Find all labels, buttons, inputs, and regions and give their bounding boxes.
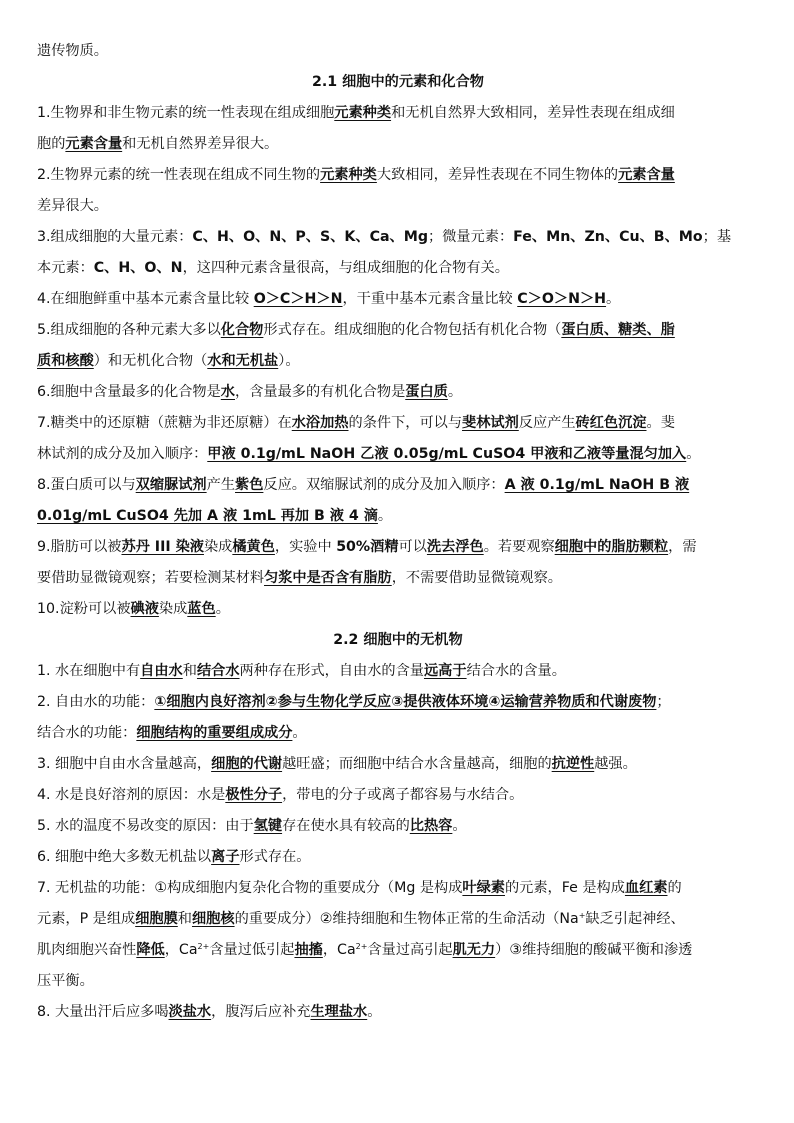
text-run: 9.脂肪可以被 (37, 539, 122, 555)
bold-text: 50%酒精 (336, 539, 399, 555)
text-run: 1.生物界和非生物元素的统一性表现在组成细胞 (37, 105, 335, 121)
text-run: 。 (377, 508, 393, 524)
text-line (37, 842, 759, 873)
text-line (37, 315, 759, 346)
key-term: 水 (220, 384, 235, 400)
text-line (37, 36, 759, 67)
text-run: ，腹泻后应补充 (211, 1004, 311, 1020)
text-run: ；基 (702, 229, 732, 245)
text-run: 反应产生 (518, 415, 576, 431)
bold-text: Fe、Mn、Zn、Cu、B、Mo (513, 229, 703, 245)
text-line (37, 160, 759, 191)
text-run: 。 (452, 818, 467, 834)
text-run: 遗传物质。 (37, 43, 108, 59)
text-line (37, 377, 759, 408)
text-run: 。 (367, 1004, 382, 1020)
text-run: ，带电的分子或离子都容易与水结合。 (282, 787, 524, 803)
key-term: 0.01g/mL CuSO4 先加 A 液 1mL 再加 B 液 4 滴 (37, 508, 378, 524)
key-term: ①细胞内良好溶剂②参与生物化学反应③提供液体环境④运输营养物质和代谢废物 (154, 694, 657, 710)
text-run: 1. 水在细胞中有 (37, 663, 141, 679)
text-line (37, 780, 759, 811)
bold-text: C、H、O、N、P、S、K、Ca、Mg (192, 229, 429, 245)
key-term: 氢键 (253, 818, 283, 834)
key-term: 匀浆中是否含有脂肪 (264, 570, 392, 586)
text-run: 越强。 (594, 756, 637, 772)
text-run: 。 (686, 446, 701, 462)
key-term: C＞O＞N＞H (517, 291, 607, 307)
text-line (37, 966, 759, 997)
text-run: ）。 (278, 353, 300, 369)
text-run: 大致相同，差异性表现在不同生物体的 (376, 167, 619, 183)
text-run: 形式存在。 (239, 849, 311, 865)
text-line (37, 439, 759, 470)
text-run: 的 (667, 880, 682, 896)
text-run: 2.1 细胞中的元素和化合物 (312, 74, 484, 90)
text-line (37, 687, 759, 718)
text-run: 2. 自由水的功能： (37, 694, 155, 710)
text-run: ）和无机化合物（ (93, 353, 208, 369)
key-term: 细胞膜 (135, 911, 178, 927)
text-line (37, 253, 759, 284)
key-term: 元素种类 (320, 167, 377, 183)
key-term: 自由水 (140, 663, 183, 679)
text-run: 3. 细胞中自由水含量越高， (37, 756, 212, 772)
text-run: 2.2 细胞中的无机物 (333, 632, 463, 648)
text-run: 和 (177, 911, 192, 927)
text-run: 两种存在形式，自由水的含量 (239, 663, 424, 679)
text-run: 本元素： (37, 260, 94, 276)
text-run: ，实验中 (274, 539, 337, 555)
text-run: 6. 细胞中绝大多数无机盐以 (37, 849, 212, 865)
text-line (37, 904, 759, 935)
text-run: 林试剂的成分及加入顺序： (37, 446, 208, 462)
key-term: 细胞结构的重要组成成分 (136, 725, 293, 741)
superscript: 2+ (197, 942, 210, 951)
key-term: 结合水 (196, 663, 240, 679)
text-run: 染成 (203, 539, 233, 555)
text-line (37, 470, 759, 501)
text-line (37, 935, 759, 966)
key-term: 降低 (136, 942, 165, 958)
text-run: 5.组成细胞的各种元素大多以 (37, 322, 221, 338)
key-term: 离子 (211, 849, 240, 865)
text-run: 5. 水的温度不易改变的原因：由于 (37, 818, 254, 834)
key-term: 淡盐水 (168, 1004, 212, 1020)
key-term: 细胞的代谢 (211, 756, 283, 772)
text-run: 。 (606, 291, 621, 307)
text-run: ，不需要借助显微镜观察。 (391, 570, 562, 586)
text-line (37, 284, 759, 315)
text-line (37, 656, 759, 687)
text-run: ； (656, 694, 671, 710)
text-line (37, 563, 759, 594)
text-run: 差异很大。 (37, 198, 108, 214)
text-run: 压平衡。 (37, 973, 94, 989)
text-run: 7.糖类中的还原糖（蔗糖为非还原糖）在 (37, 415, 292, 431)
text-line (37, 873, 759, 904)
text-run: 的条件下，可以与 (348, 415, 463, 431)
key-term: 细胞中的脂肪颗粒 (554, 539, 669, 555)
text-run: ，含量最多的有机化合物是 (235, 384, 406, 400)
text-run: ，干重中基本元素含量比较 (342, 291, 518, 307)
key-term: 叶绿素 (462, 880, 505, 896)
text-line (37, 749, 759, 780)
key-term: 斐林试剂 (462, 415, 519, 431)
text-run: ，Ca (164, 942, 198, 958)
text-run: 要借助显微镜观察；若要检测某材料 (37, 570, 265, 586)
text-run: 和无机自然界差异很大。 (122, 136, 279, 152)
text-run: 结合水的含量。 (466, 663, 566, 679)
key-term: 水浴加热 (291, 415, 349, 431)
text-line (37, 346, 759, 377)
text-line (37, 501, 759, 532)
key-term: 化合物 (220, 322, 264, 338)
text-run: 7. 无机盐的功能：①构成细胞内复杂化合物的重要成分（Mg 是构成 (37, 880, 463, 896)
key-term: A 液 0.1g/mL NaOH B 液 (504, 477, 690, 493)
text-run: 结合水的功能： (37, 725, 137, 741)
text-run: 形式存在。组成细胞的化合物包括有机化合物（ (263, 322, 562, 338)
text-line (37, 718, 759, 749)
text-run: 和无机自然界大致相同，差异性表现在组成细 (391, 105, 675, 121)
key-term: 元素含量 (618, 167, 675, 183)
text-run: 。 (215, 601, 230, 617)
bold-text: C、H、O、N (93, 260, 183, 276)
text-line (37, 129, 759, 160)
key-term: 碘液 (130, 601, 159, 617)
text-run: ，这四种元素含量很高，与组成细胞的化合物有关。 (182, 260, 509, 276)
key-term: 抽搐 (294, 942, 323, 958)
text-run: 染成 (158, 601, 188, 617)
text-run: 4.在细胞鲜重中基本元素含量比较 (37, 291, 254, 307)
text-run: 含量过低引起 (209, 942, 295, 958)
text-run: 4. 水是良好溶剂的原因：水是 (37, 787, 226, 803)
key-term: 蛋白质 (405, 384, 448, 400)
key-term: 极性分子 (225, 787, 283, 803)
text-line (37, 532, 759, 563)
text-line (37, 191, 759, 222)
key-term: 远高于 (423, 663, 467, 679)
text-run: 3.组成细胞的大量元素： (37, 229, 193, 245)
text-line (37, 222, 759, 253)
text-run: 反应。双缩脲试剂的成分及加入顺序： (263, 477, 505, 493)
text-run: 元素，P 是组成 (37, 911, 136, 927)
key-term: 血红素 (624, 880, 668, 896)
section-heading (37, 625, 759, 656)
text-run: 10.淀粉可以被 (37, 601, 131, 617)
key-term: 紫色 (235, 477, 264, 493)
text-run: 可以 (398, 539, 427, 555)
text-run: 和 (182, 663, 197, 679)
key-term: 抗逆性 (551, 756, 595, 772)
key-term: 砖红色沉淀 (575, 415, 647, 431)
key-term: 比热容 (409, 818, 453, 834)
key-term: 生理盐水 (310, 1004, 368, 1020)
key-term: 肌无力 (452, 942, 496, 958)
text-run: 越旺盛；而细胞中结合水含量越高，细胞的 (282, 756, 552, 772)
text-run: 含量过高引起 (367, 942, 453, 958)
key-term: 元素种类 (334, 105, 392, 121)
key-term: 质和核酸 (37, 353, 94, 369)
section-heading (37, 67, 759, 98)
text-line (37, 408, 759, 439)
text-run: ，需 (668, 539, 697, 555)
text-run: 。 (447, 384, 463, 400)
text-line (37, 997, 759, 1028)
text-run: 胞的 (37, 136, 66, 152)
text-line (37, 811, 759, 842)
key-term: 蛋白质、糖类、脂 (561, 322, 675, 338)
text-run: 8.蛋白质可以与 (37, 477, 136, 493)
text-run: 。若要观察 (483, 539, 555, 555)
key-term: 细胞核 (191, 911, 235, 927)
text-run: 2.生物界元素的统一性表现在组成不同生物的 (37, 167, 321, 183)
key-term: 元素含量 (65, 136, 123, 152)
text-run: ；微量元素： (428, 229, 514, 245)
text-run: ，Ca (322, 942, 356, 958)
text-run: 存在使水具有较高的 (282, 818, 410, 834)
text-run: ）③维持细胞的酸碱平衡和渗透 (495, 942, 693, 958)
key-term: 苏丹 III 染液 (121, 539, 204, 555)
text-line (37, 98, 759, 129)
key-term: 橘黄色 (232, 539, 275, 555)
key-term: 蓝色 (187, 601, 216, 617)
key-term: 洗去浮色 (426, 539, 484, 555)
text-run: 的重要成分）②维持细胞和生物体正常的生命活动（Na (234, 911, 579, 927)
text-run: 8. 大量出汗后应多喝 (37, 1004, 169, 1020)
superscript: 2+ (355, 942, 368, 951)
document-page (37, 36, 759, 1028)
key-term: 水和无机盐 (207, 353, 279, 369)
key-term: 双缩脲试剂 (135, 477, 207, 493)
text-run: 缺乏引起神经、 (585, 911, 685, 927)
text-run: 产生 (206, 477, 236, 493)
text-run: 6.细胞中含量最多的化合物是 (37, 384, 221, 400)
text-run: 。 (292, 725, 307, 741)
text-run: 的元素，Fe 是构成 (504, 880, 625, 896)
key-term: 甲液 0.1g/mL NaOH 乙液 0.05g/mL CuSO4 甲液和乙液等量混匀加入 (207, 446, 687, 462)
text-run: 肌肉细胞兴奋性 (37, 942, 137, 958)
superscript: + (578, 911, 586, 920)
text-line (37, 594, 759, 625)
text-run: 。斐 (646, 415, 675, 431)
key-term: O＞C＞H＞N (253, 291, 343, 307)
